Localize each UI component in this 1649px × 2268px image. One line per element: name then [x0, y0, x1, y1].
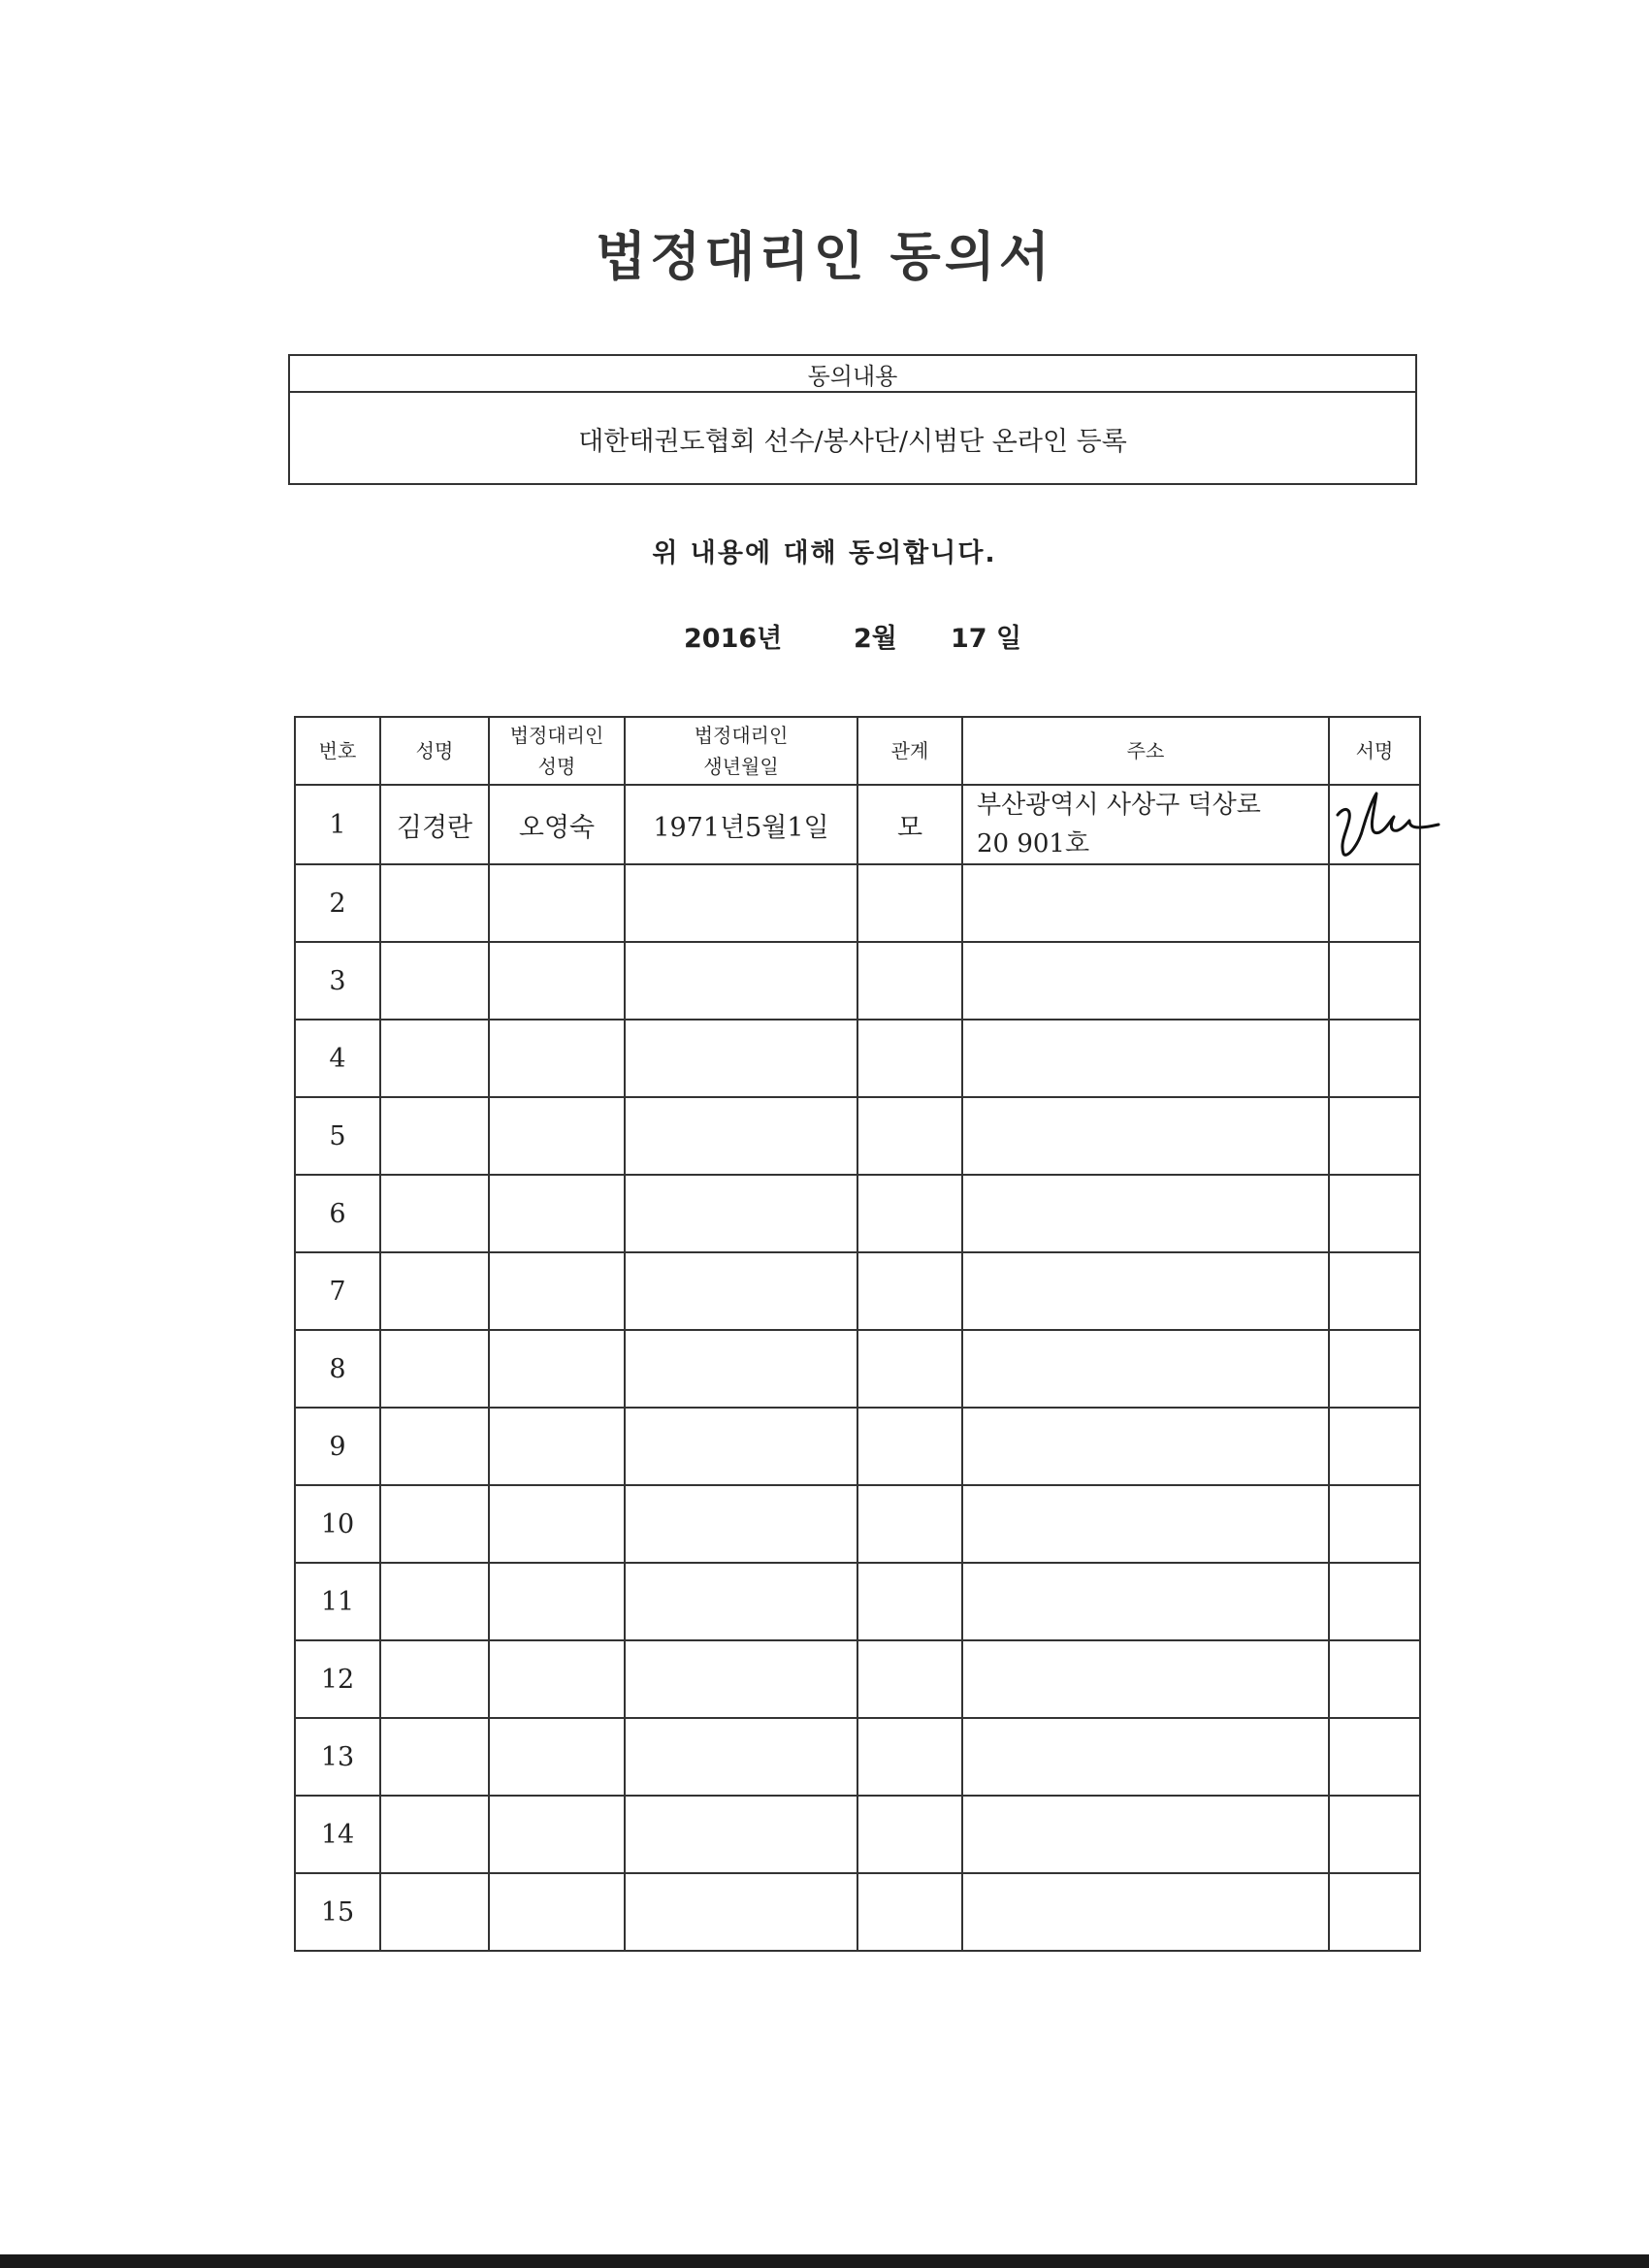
cell-relation	[857, 1563, 962, 1640]
cell-guardian-name: 오영숙	[489, 785, 625, 864]
cell-address	[962, 1563, 1329, 1640]
cell-signature	[1329, 1330, 1420, 1408]
consent-content: 대한태권도협회 선수/봉사단/시범단 온라인 등록	[578, 427, 1127, 457]
cell-guardian-name	[489, 1020, 625, 1097]
cell-relation	[857, 864, 962, 942]
cell-guardian-birth	[625, 1408, 857, 1485]
cell-signature	[1329, 1485, 1420, 1563]
table-header-row	[295, 717, 1420, 785]
cell-address	[962, 1020, 1329, 1097]
cell-guardian-name	[489, 1408, 625, 1485]
cell-guardian-birth	[625, 1485, 857, 1563]
cell-address	[962, 1252, 1329, 1330]
cell-guardian-birth: 1971년5월1일	[625, 785, 857, 864]
cell-relation	[857, 1097, 962, 1175]
cell-relation: 모	[857, 785, 962, 864]
cell-name	[380, 1718, 489, 1796]
header-guardian-birth-line2: 생년월일	[703, 755, 779, 778]
cell-relation	[857, 1640, 962, 1718]
cell-address	[962, 1330, 1329, 1408]
header-number: 번호	[295, 717, 380, 785]
cell-guardian-name	[489, 1640, 625, 1718]
cell-number: 10	[295, 1485, 380, 1563]
cell-name: 김경란	[380, 785, 489, 864]
cell-address	[962, 1718, 1329, 1796]
cell-signature	[1329, 942, 1420, 1020]
cell-guardian-birth	[625, 1640, 857, 1718]
cell-number: 5	[295, 1097, 380, 1175]
header-guardian-birth	[625, 717, 857, 785]
cell-signature	[1329, 1873, 1420, 1951]
cell-name	[380, 1252, 489, 1330]
cell-guardian-name	[489, 1175, 625, 1252]
cell-relation	[857, 1408, 962, 1485]
cell-signature	[1329, 785, 1420, 864]
agree-statement: 위 내용에 대해 동의합니다.	[652, 538, 997, 568]
cell-signature	[1329, 1408, 1420, 1485]
cell-guardian-birth	[625, 1020, 857, 1097]
header-guardian-name-line2: 성명	[537, 755, 576, 778]
cell-number: 14	[295, 1796, 380, 1873]
cell-name	[380, 1020, 489, 1097]
cell-guardian-name	[489, 942, 625, 1020]
document-title: 법정대리인 동의서	[595, 225, 1054, 287]
cell-address	[962, 1873, 1329, 1951]
cell-address	[962, 1097, 1329, 1175]
header-name: 성명	[380, 717, 489, 785]
cell-guardian-name	[489, 1873, 625, 1951]
cell-guardian-name	[489, 1718, 625, 1796]
cell-guardian-name	[489, 1330, 625, 1408]
cell-name	[380, 864, 489, 942]
cell-guardian-birth	[625, 864, 857, 942]
table-row	[295, 1252, 1420, 1330]
cell-number: 6	[295, 1175, 380, 1252]
cell-relation	[857, 1020, 962, 1097]
cell-guardian-name	[489, 1563, 625, 1640]
cell-number: 3	[295, 942, 380, 1020]
cell-address-line1: 부산광역시 사상구 덕상로	[977, 791, 1261, 820]
table-row	[295, 864, 1420, 942]
cell-guardian-birth	[625, 1718, 857, 1796]
cell-number: 11	[295, 1563, 380, 1640]
cell-guardian-name	[489, 1485, 625, 1563]
cell-number: 15	[295, 1873, 380, 1951]
cell-relation	[857, 1485, 962, 1563]
table-row	[295, 1408, 1420, 1485]
cell-address	[962, 1408, 1329, 1485]
consent-header: 동의내용	[290, 356, 1415, 393]
cell-guardian-birth	[625, 1175, 857, 1252]
table-row	[295, 1796, 1420, 1873]
cell-relation	[857, 1796, 962, 1873]
cell-signature	[1329, 1640, 1420, 1718]
header-signature: 서명	[1329, 717, 1420, 785]
cell-address	[962, 942, 1329, 1020]
cell-address	[962, 1485, 1329, 1563]
cell-name	[380, 1640, 489, 1718]
cell-guardian-name	[489, 1097, 625, 1175]
table-row	[295, 1640, 1420, 1718]
cell-signature	[1329, 1097, 1420, 1175]
cell-relation	[857, 1330, 962, 1408]
cell-name	[380, 1408, 489, 1485]
cell-number: 7	[295, 1252, 380, 1330]
cell-guardian-name	[489, 1796, 625, 1873]
cell-guardian-name	[489, 1252, 625, 1330]
cell-name	[380, 1796, 489, 1873]
scan-edge-bar	[0, 2254, 1649, 2268]
cell-name	[380, 1563, 489, 1640]
date-day: 17 일	[951, 624, 1022, 654]
cell-address	[962, 1175, 1329, 1252]
cell-address	[962, 1640, 1329, 1718]
cell-number: 12	[295, 1640, 380, 1718]
date-month: 2월	[854, 624, 897, 654]
table-row	[295, 1718, 1420, 1796]
cell-number: 1	[295, 785, 380, 864]
cell-address	[962, 864, 1329, 942]
header-relation: 관계	[857, 717, 962, 785]
cell-number: 8	[295, 1330, 380, 1408]
cell-guardian-birth	[625, 1252, 857, 1330]
cell-guardian-birth	[625, 1097, 857, 1175]
handwritten-signature	[1330, 786, 1446, 863]
cell-signature	[1329, 1796, 1420, 1873]
consent-date	[684, 617, 1021, 655]
cell-name	[380, 942, 489, 1020]
cell-guardian-birth	[625, 1873, 857, 1951]
cell-number: 9	[295, 1408, 380, 1485]
table-row	[295, 1563, 1420, 1640]
table-row	[295, 1175, 1420, 1252]
table-row	[295, 1097, 1420, 1175]
cell-name	[380, 1330, 489, 1408]
cell-name	[380, 1873, 489, 1951]
cell-name	[380, 1485, 489, 1563]
table-row	[295, 1485, 1420, 1563]
cell-relation	[857, 1718, 962, 1796]
cell-signature	[1329, 1563, 1420, 1640]
cell-signature	[1329, 1175, 1420, 1252]
header-guardian-birth-line1: 법정대리인	[694, 724, 789, 747]
cell-number: 13	[295, 1718, 380, 1796]
cell-address	[962, 785, 1329, 864]
cell-name	[380, 1175, 489, 1252]
cell-guardian-name	[489, 864, 625, 942]
cell-signature	[1329, 864, 1420, 942]
cell-guardian-birth	[625, 942, 857, 1020]
table-row	[295, 1020, 1420, 1097]
cell-relation	[857, 1252, 962, 1330]
cell-guardian-birth	[625, 1796, 857, 1873]
consent-box	[288, 354, 1417, 485]
cell-signature	[1329, 1252, 1420, 1330]
cell-number: 2	[295, 864, 380, 942]
cell-guardian-birth	[625, 1330, 857, 1408]
header-address: 주소	[962, 717, 1329, 785]
cell-relation	[857, 1175, 962, 1252]
cell-address	[962, 1796, 1329, 1873]
cell-name	[380, 1097, 489, 1175]
cell-address-line2: 20 901호	[977, 829, 1090, 859]
table-row	[295, 1873, 1420, 1951]
cell-guardian-birth	[625, 1563, 857, 1640]
table-row	[295, 1330, 1420, 1408]
header-guardian-name	[489, 717, 625, 785]
table-row	[295, 785, 1420, 864]
table-row	[295, 942, 1420, 1020]
cell-number: 4	[295, 1020, 380, 1097]
guardian-roster-table	[294, 716, 1421, 1952]
header-guardian-name-line1: 법정대리인	[509, 724, 604, 747]
table-body	[295, 785, 1420, 1951]
cell-relation	[857, 1873, 962, 1951]
cell-relation	[857, 942, 962, 1020]
cell-signature	[1329, 1020, 1420, 1097]
cell-signature	[1329, 1718, 1420, 1796]
date-year: 2016년	[684, 624, 783, 654]
